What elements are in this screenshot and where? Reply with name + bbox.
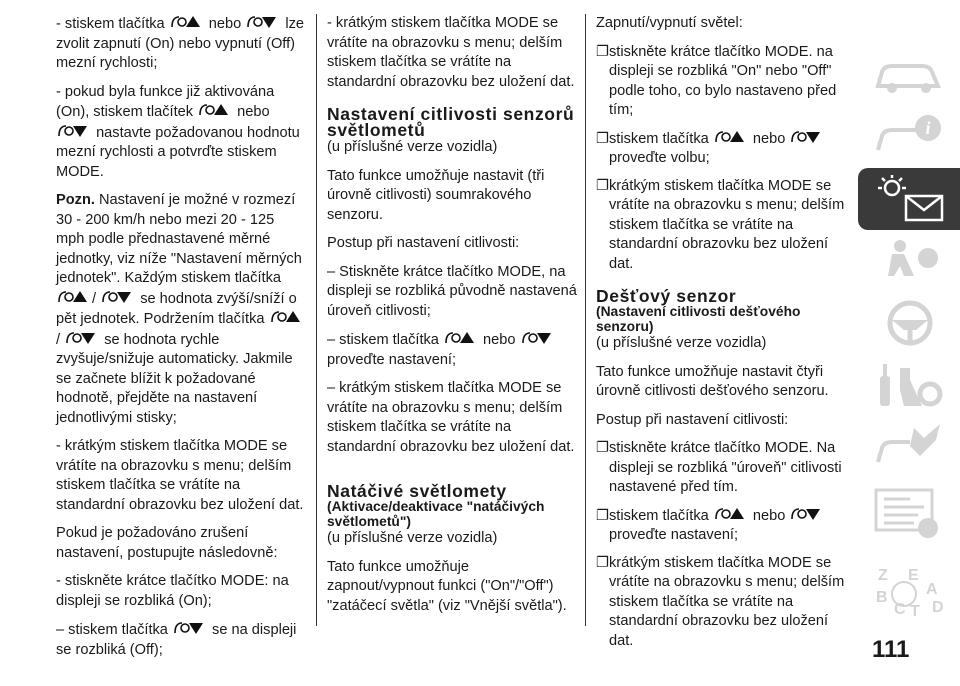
bullet-item: ❐stiskem tlačítka nebo proveďte volbu; <box>596 129 848 169</box>
tab-technical-data[interactable] <box>858 478 960 540</box>
index-icon <box>870 484 950 540</box>
tab-alphabetical-index[interactable] <box>858 556 960 618</box>
mode-down-button-icon <box>520 330 556 346</box>
column-left <box>56 14 306 669</box>
paragraph: Tato funkce umožňuje zapnout/vypnout funkci ("On"/"Off") "zatáčecí světla" (viz "Vnější světla"). <box>327 558 567 614</box>
paragraph: - pokud byla funkce již aktivována (On), stiskem tlačítek nebo nastavte požadovanou hodnotu mezní rychlosti a potvrďte stiskem MODE. <box>56 83 300 180</box>
mode-up-button-icon <box>713 129 749 145</box>
svg-text:C: C <box>894 601 906 618</box>
note-label: Pozn. <box>56 192 95 208</box>
bullet-item: ❐krátkým stiskem tlačítka MODE se vrátíte na obrazovku s menu; delším stiskem tlačítka se vrátíte na standardní obrazovku bez uložení dat. <box>596 177 845 272</box>
warning-light-icon <box>870 174 950 224</box>
section-heading: Natáčivé světlomety <box>327 481 507 501</box>
column-divider <box>316 14 317 626</box>
mode-down-button-icon <box>56 123 92 139</box>
section-subtitle: (u příslušné verze vozidla) <box>596 335 767 351</box>
svg-text:Z: Z <box>878 567 888 584</box>
tab-airbag[interactable] <box>858 230 960 292</box>
section-subtitle: (u příslušné verze vozidla) <box>327 139 498 155</box>
mode-up-button-icon <box>713 506 749 522</box>
svg-text:T: T <box>910 603 920 620</box>
section-subheading: (Aktivace/deaktivace "natáčivých světlometů") <box>327 499 545 529</box>
paragraph: – krátkým stiskem tlačítka MODE se vrátíte na obrazovku s menu; delším stiskem tlačítka se vrátíte na standardní obrazovku bez uložení dat. <box>327 380 575 455</box>
tools-icon <box>870 360 950 410</box>
mode-down-button-icon <box>64 330 100 346</box>
bullet-item: ❐krátkým stiskem tlačítka MODE se vrátíte na obrazovku s menu; delším stiskem tlačítka se vrátíte na standardní obrazovku bez uložení dat. <box>596 554 845 649</box>
paragraph: - krátkým stiskem tlačítka MODE se vrátíte na obrazovku s menu; delším stiskem tlačítka se vrátíte na standardní obrazovku bez uložení dat. <box>56 438 304 513</box>
tab-driving[interactable] <box>858 292 960 354</box>
mode-up-button-icon <box>197 102 233 118</box>
paragraph: – Stiskněte krátce tlačítko MODE, na displeji se rozbliká původně nastavená úroveň citlivosti; <box>327 263 577 319</box>
paragraph: - stiskem tlačítka nebo lze zvolit zapnutí (On) nebo vypnutí (Off) mezní rychlosti; <box>56 16 305 71</box>
paragraph: – stiskem tlačítka nebo proveďte nastavení; <box>327 330 577 370</box>
paragraph: Postup při nastavení citlivosti: <box>596 411 789 428</box>
paragraph: Postup při nastavení citlivosti: <box>327 235 520 251</box>
svg-text:E: E <box>908 567 919 584</box>
airbag-icon <box>870 236 950 286</box>
mode-down-button-icon <box>789 129 825 145</box>
section-heading: Dešťový senzor <box>596 286 737 306</box>
bullet-item: ❐stiskněte krátce tlačítko MODE. na displeji se rozbliká "On" nebo "Off" podle toho, co bylo nastaveno před tím; <box>596 43 837 118</box>
tab-emergency[interactable] <box>858 354 960 416</box>
tab-warning-lights[interactable] <box>858 168 960 230</box>
mode-down-button-icon <box>789 506 825 522</box>
bullet-item: ❐stiskem tlačítka nebo proveďte nastavení; <box>596 506 848 546</box>
steering-wheel-icon <box>870 298 950 348</box>
section-subheading: (Nastavení citlivosti dešťového senzoru) <box>596 304 801 334</box>
svg-text:i: i <box>925 118 931 138</box>
paragraph: – stiskem tlačítka se na displeji se rozbliká (Off); <box>56 622 297 658</box>
info-icon <box>870 112 950 162</box>
tab-info[interactable] <box>858 106 960 168</box>
mode-up-button-icon <box>269 309 305 325</box>
mode-up-button-icon <box>56 289 92 305</box>
paragraph: Tato funkce umožňuje nastavit čtyři úrovně citlivosti dešťového senzoru. <box>596 363 829 399</box>
paragraph: - krátkým stiskem tlačítka MODE se vrátíte na obrazovku s menu; delším stiskem tlačítka se vrátíte na standardní obrazovku bez uložení dat. <box>327 15 575 90</box>
mode-up-button-icon <box>169 14 205 30</box>
car-icon <box>870 50 950 100</box>
paragraph: - stiskněte krátce tlačítko MODE: na displeji se rozbliká (On); <box>56 573 289 609</box>
paragraph: Pozn. Nastavení je možné v rozmezí 30 - 200 km/h nebo mezi 20 - 125 mph podle přednastavené měrné jednotky, viz níže "Nastavení měrných jednotek". Každým stiskem tlačítka / se hodnota zvýší/sníží o pět jednotek. Podržením tlačítka / se hodnota rychle zvyšuje/snižuje automaticky. Jakmile se začnete blížit k požadované hodnotě, přejděte na nastavení jednotlivými stisky; <box>56 191 306 428</box>
mode-up-button-icon <box>443 330 479 346</box>
column-middle <box>327 14 577 625</box>
mode-down-button-icon <box>172 620 208 636</box>
bullet-item: ❐stiskněte krátce tlačítko MODE. Na displeji se rozbliká "úroveň" citlivosti nastavené před tím. <box>596 440 842 495</box>
mode-down-button-icon <box>245 14 281 30</box>
alphabet-index-icon <box>870 562 950 622</box>
section-subtitle: (u příslušné verze vozidla) <box>327 530 498 546</box>
paragraph: Zapnutí/vypnutí světel: <box>596 15 743 31</box>
tab-maintenance[interactable] <box>858 416 960 478</box>
section-heading: Nastavení citlivosti senzorů světlometů <box>327 104 575 140</box>
mode-down-button-icon <box>100 289 136 305</box>
column-divider <box>585 14 586 626</box>
svg-text:B: B <box>876 589 888 606</box>
tab-car[interactable] <box>858 44 960 106</box>
column-right <box>596 14 848 659</box>
svg-text:D: D <box>932 599 944 616</box>
car-service-icon <box>870 422 950 472</box>
svg-text:A: A <box>926 581 938 598</box>
paragraph: Pokud je požadováno zrušení nastavení, postupujte následovně: <box>56 525 278 561</box>
page-number: 111 <box>872 636 910 663</box>
paragraph: Tato funkce umožňuje nastavit (tři úrovně citlivosti) soumrakového senzoru. <box>327 167 545 223</box>
